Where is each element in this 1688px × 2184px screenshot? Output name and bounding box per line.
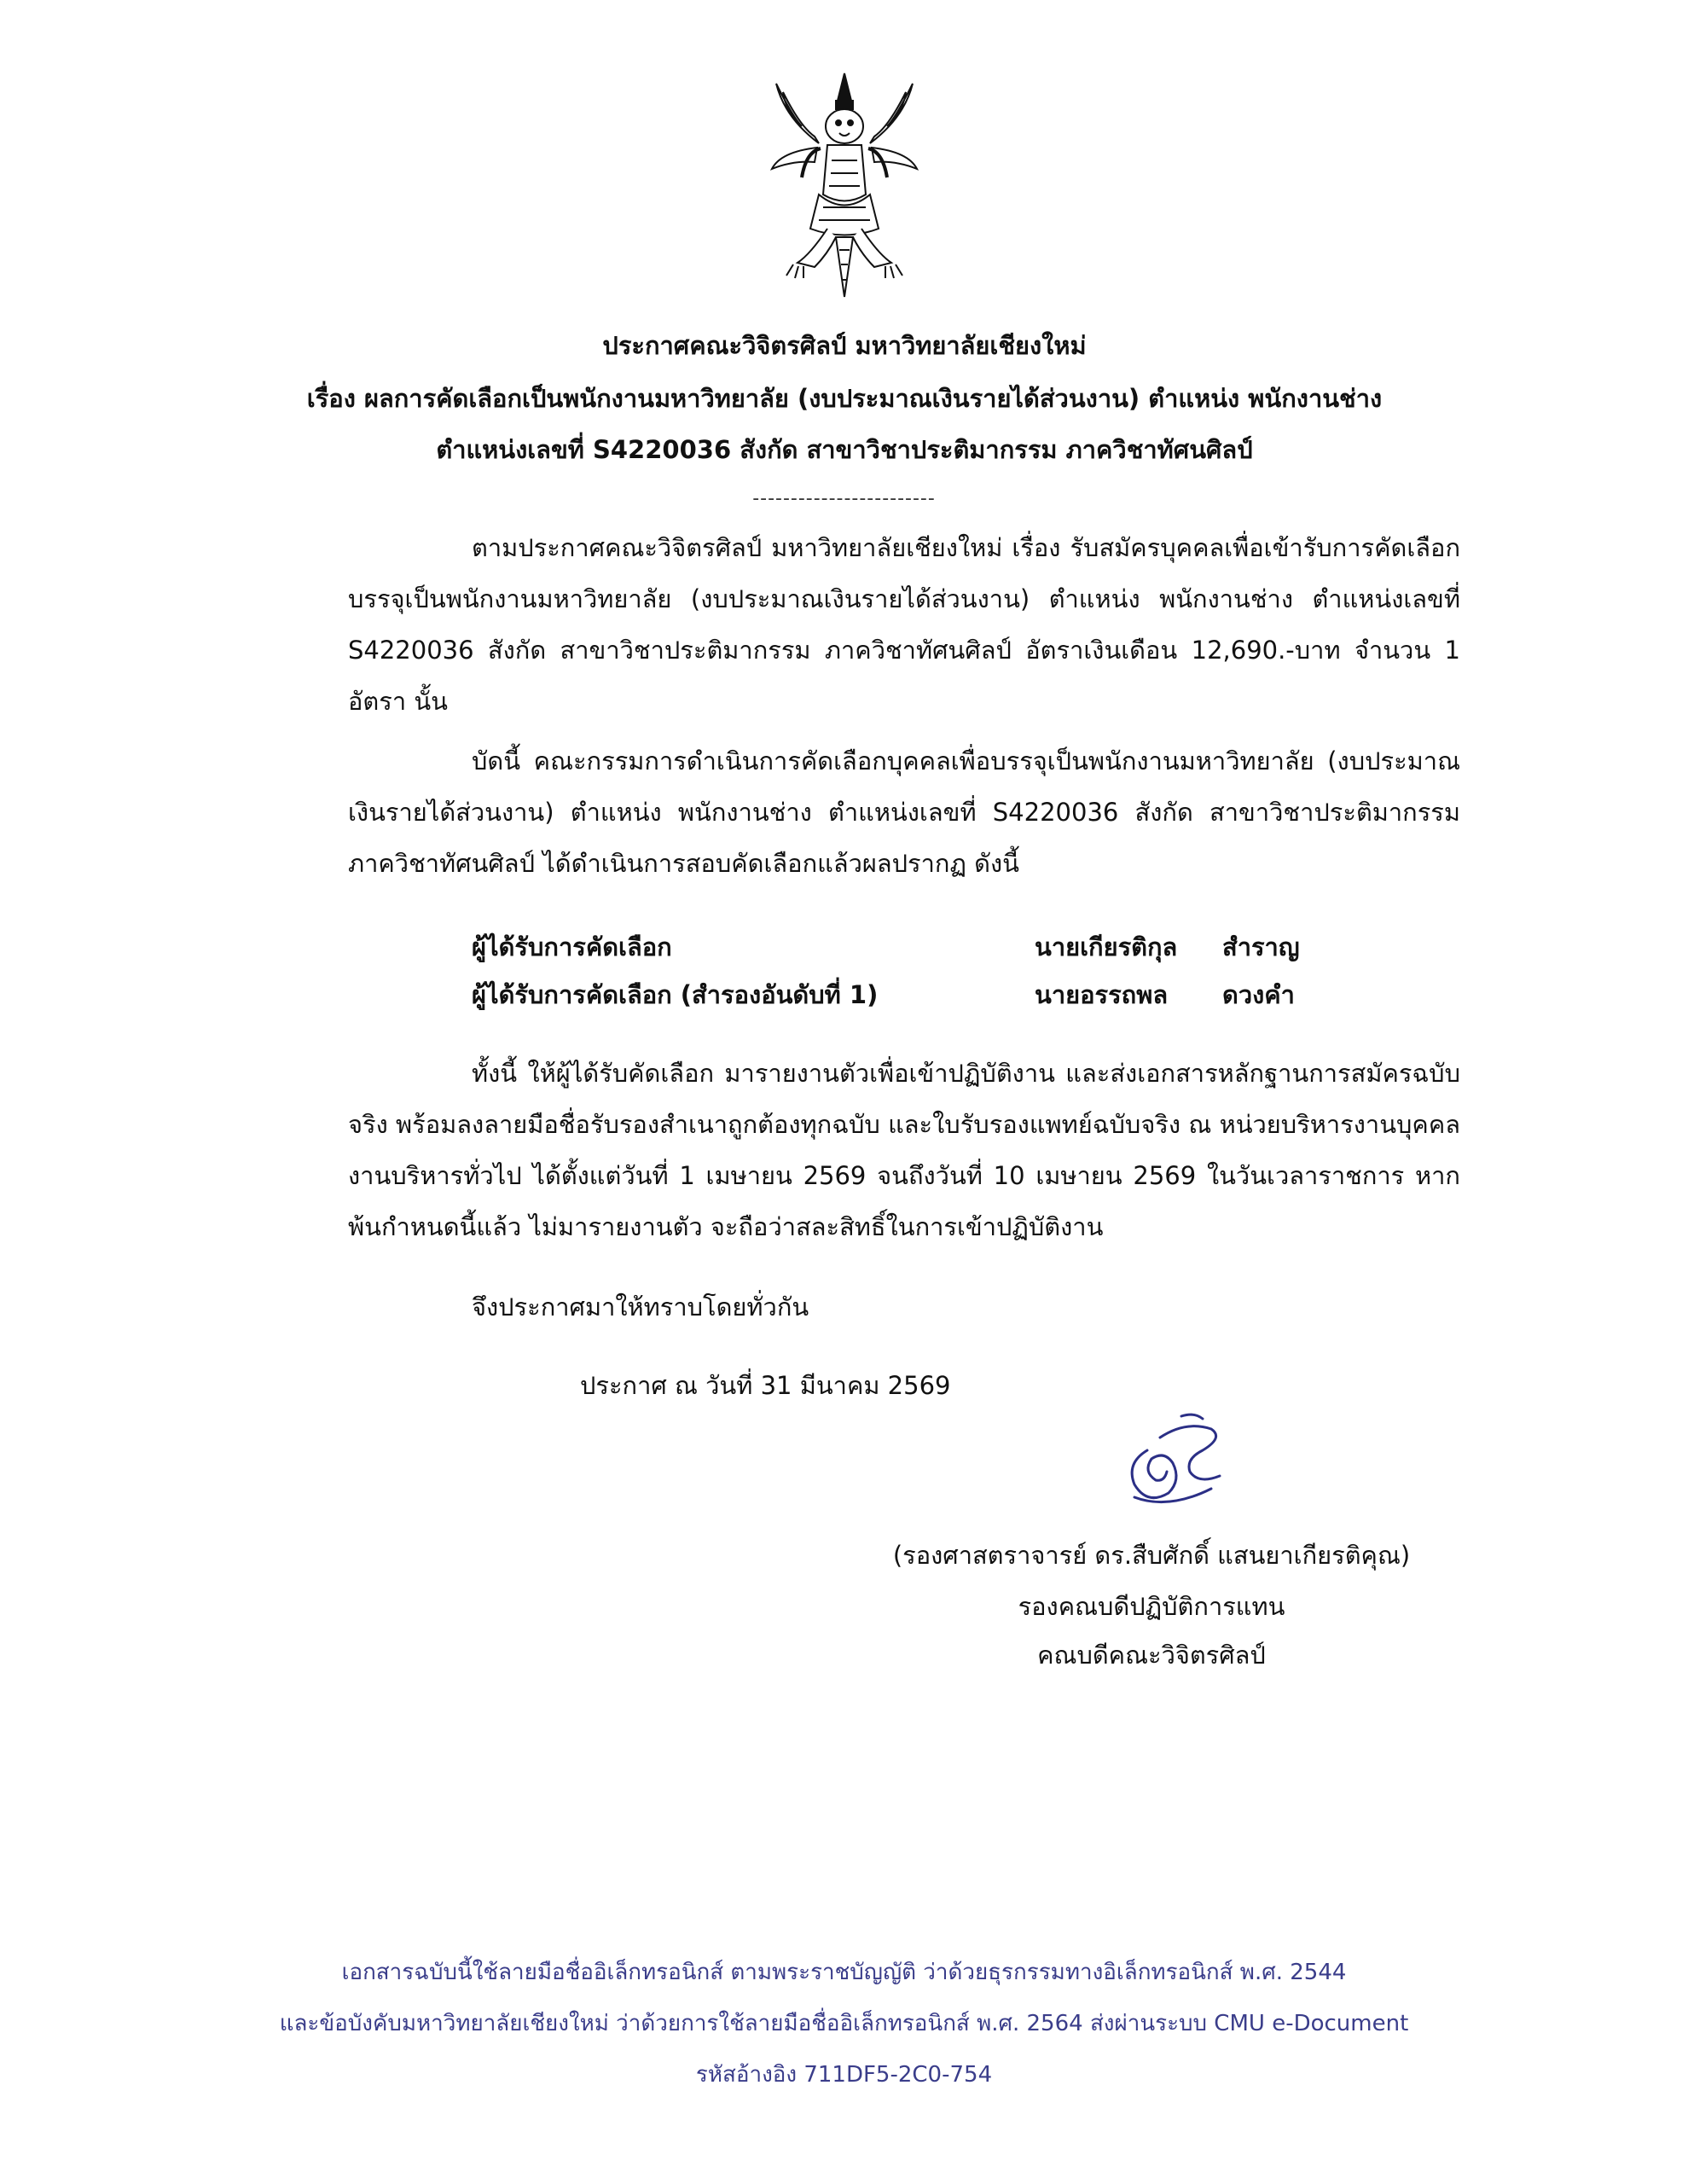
signatory-role-2: คณบดีคณะวิจิตรศิลป์ [1037,1641,1266,1670]
selection-last-name: สำราญ [1222,932,1300,961]
selection-first-name: นายเกียรติกุล [1035,932,1178,961]
selection-label: ผู้ได้รับการคัดเลือก [472,932,672,961]
signatory-name: (รองศาสตราจารย์ ดร.สืบศักดิ์ แสนยาเกียรติคุณ) [892,1541,1411,1570]
paragraph-3 [348,1048,1460,1252]
selection-last-name: ดวงคำ [1222,980,1295,1009]
selection-results [472,923,1325,1019]
announcement-date: ประกาศ ณ วันที่ 31 มีนาคม 2569 [580,1371,951,1400]
selection-row [472,923,1325,971]
separator-line: ------------------------ [752,488,936,509]
announcement-line: จึงประกาศมาให้ทราบโดยทั่วกัน [472,1292,809,1321]
garuda-emblem-icon [768,67,921,305]
heading-line-1: ประกาศคณะวิจิตรศิลป์ มหาวิทยาลัยเชียงใหม่ [602,331,1087,360]
heading-line-3: ตำแหน่งเลขที่ S4220036 สังกัด สาขาวิชาประติมากรรม ภาควิชาทัศนศิลป์ [436,435,1253,464]
paragraph-2 [348,735,1460,889]
footer-reference-code: รหัสอ้างอิง 711DF5-2C0-754 [695,2062,993,2088]
handwritten-signature-icon [1100,1403,1228,1514]
signatory-role-1: รองคณบดีปฏิบัติการแทน [1018,1592,1285,1621]
heading-line-2: เรื่อง ผลการคัดเลือกเป็นพนักงานมหาวิทยาลัย (งบประมาณเงินรายได้ส่วนงาน) ตำแหน่ง พนักงานช่าง [306,384,1383,413]
paragraph-3-text: ทั้งนี้ ให้ผู้ได้รับคัดเลือก มารายงานตัวเพื่อเข้าปฏิบัติงาน และส่งเอกสารหลักฐานการสมัครฉบับจริง พร้อมลงลายมือชื่อรับรองสำเนาถูกต้องทุกฉบับ และใบรับรองแพทย์ฉบับจริง ณ หน่วยบริหารงานบุคคล งานบริหารทั่วไป ได้ตั้งแต่วันที่ 1 เมษายน 2569 จนถึงวันที่ 10 เมษายน 2569 ในวันเวลาราชการ หากพ้นกำหนดนี้แล้ว ไม่มารายงานตัว จะถือว่าสละสิทธิ์ในการเข้าปฏิบัติงาน [348,1059,1460,1241]
selection-first-name: นายอรรถพล [1035,980,1169,1009]
selection-label: ผู้ได้รับการคัดเลือก (สำรองอันดับที่ 1) [472,980,879,1009]
footer-line-1: เอกสารฉบับนี้ใช้ลายมือชื่ออิเล็กทรอนิกส์ ตามพระราชบัญญัติ ว่าด้วยธุรกรรมทางอิเล็กทรอนิกส์ พ.ศ. 2544 [341,1960,1347,1985]
selection-row [472,971,1325,1019]
paragraph-1 [348,522,1460,727]
paragraph-2-text: บัดนี้ คณะกรรมการดำเนินการคัดเลือกบุคคลเพื่อบรรจุเป็นพนักงานมหาวิทยาลัย (งบประมาณเงินรายได้ส่วนงาน) ตำแหน่ง พนักงานช่าง ตำแหน่งเลขที่ S4220036 สังกัด สาขาวิชาประติมากรรม ภาควิชาทัศนศิลป์ ได้ดำเนินการสอบคัดเลือกแล้วผลปรากฏ ดังนี้ [348,746,1460,878]
paragraph-1-text: ตามประกาศคณะวิจิตรศิลป์ มหาวิทยาลัยเชียงใหม่ เรื่อง รับสมัครบุคคลเพื่อเข้ารับการคัดเลือกบรรจุเป็นพนักงานมหาวิทยาลัย (งบประมาณเงินรายได้ส่วนงาน) ตำแหน่ง พนักงานช่าง ตำแหน่งเลขที่ S4220036 สังกัด สาขาวิชาประติมากรรม ภาควิชาทัศนศิลป์ อัตราเงินเดือน 12,690.-บาท จำนวน 1 อัตรา นั้น [348,533,1460,716]
footer-line-2: และข้อบังคับมหาวิทยาลัยเชียงใหม่ ว่าด้วยการใช้ลายมือชื่ออิเล็กทรอนิกส์ พ.ศ. 2564 ส่งผ่านระบบ CMU e-Document [279,2011,1409,2036]
